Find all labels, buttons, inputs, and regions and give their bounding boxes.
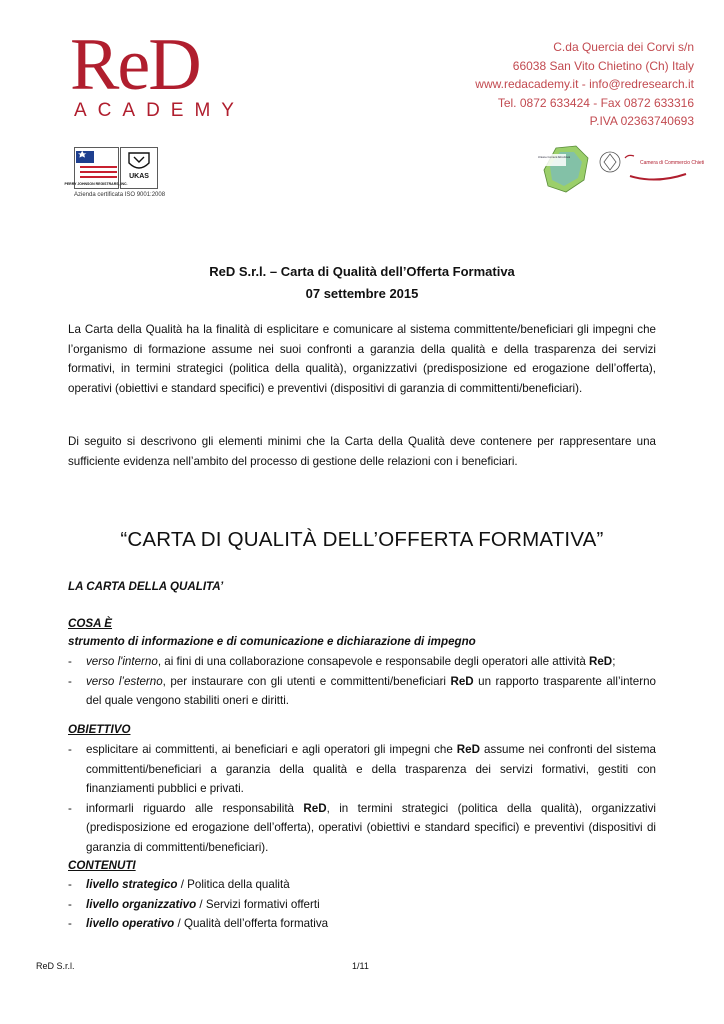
list-item-text: , in termini strategici (politica della qualità), organizzativi (predisposizione ed erogazione dell’offerta), operativi (obiettivi e standard specifici) e preventivi (dispositivi di garanzia di committenti/beneficiari).: [86, 801, 656, 854]
cosa-e-list: [68, 652, 656, 711]
list-item-text: informarli riguardo alle responsabilità: [86, 801, 304, 815]
list-item: [68, 672, 656, 711]
pjr-logo-text: PERRY JOHNSON REGISTRARS, INC.: [64, 182, 128, 186]
list-item-text: , ai fini di una collaborazione consapevole e responsabile degli operatori alle attività: [157, 655, 589, 668]
list-item-text: , per instaurare con gli utenti e committenti/beneficiari: [162, 674, 451, 688]
list-item-text: assume nei confronti del sistema committenti/beneficiari a garanzia della qualità e della trasparenza dei servizi formativi, gestiti con finanziamenti pubblici e privati.: [86, 743, 656, 795]
partner-chamber-text: Camera di Commercio Chieti: [640, 160, 705, 166]
list-item-label: livello strategico: [86, 878, 178, 891]
contact-vat: P.IVA 02363740693: [589, 114, 694, 128]
list-item-text: un rapporto trasparente all’interno del quale vengono stabiliti oneri e diritti.: [86, 674, 656, 707]
contact-address: C.da Quercia dei Corvi s/n: [553, 40, 694, 54]
contenuti-list: [68, 875, 656, 934]
brand-mark: ReD: [303, 801, 327, 815]
list-item-separator: /: [196, 897, 206, 911]
contact-web: www.redacademy.it - info@redresearch.it: [475, 77, 694, 91]
footer-page-number: 1/11: [352, 961, 369, 971]
intro-paragraph: La Carta della Qualità ha la finalità di esplicitare e comunicare al sistema committente/beneficiari gli impegni che l’organismo di formazione assume nei suoi confronti a garanzia della qualità e della trasparenza dei servizi formativi, in termini strategici (politica della qualità), organizzativi (predisposizione ed erogazione dell’offerta), operativi (obiettivi e standard specifici) e preventivi (dispositivi di garanzia di committenti/beneficiari).: [68, 323, 656, 395]
list-item-separator: /: [174, 917, 184, 930]
list-item: [68, 875, 656, 895]
certification-logos: [64, 147, 158, 189]
list-item-label: livello organizzativo: [86, 897, 197, 911]
contact-block: [475, 38, 694, 131]
contact-city: 66038 San Vito Chietino (Ch) Italy: [512, 58, 694, 73]
second-paragraph: Di seguito si descrivono gli elementi minimi che la Carta della Qualità deve contenere per rappresentare una sufficiente evidenza nell’ambito del processo di gestione delle relazioni con i beneficiari.: [68, 435, 656, 468]
list-item: [68, 652, 656, 672]
section-main-title: “CARTA DI QUALITÀ DELL’OFFERTA FORMATIVA”: [120, 528, 604, 551]
list-item-label: livello operativo: [86, 917, 175, 930]
list-dash: -: [68, 674, 72, 688]
list-item: [68, 740, 656, 799]
list-item-text: Qualità dell’offerta formativa: [183, 917, 329, 930]
list-dash: -: [68, 801, 72, 815]
cosa-e-heading: COSA È: [68, 617, 113, 630]
document-date: 07 settembre 2015: [305, 286, 419, 301]
list-dash: -: [68, 897, 72, 911]
partner-union-text: Unione Comuni Abruzzesi: [537, 155, 571, 159]
list-item-text: Servizi formativi offerti: [205, 897, 320, 911]
obiettivo-list: [68, 740, 656, 857]
document-title: ReD S.r.l. – Carta di Qualità dell’Offerta Formativa: [209, 264, 515, 279]
brand-mark: ReD: [456, 743, 480, 756]
list-item-emphasis: verso l'interno: [86, 655, 158, 668]
red-logo: ReD: [70, 24, 200, 106]
list-item-end: ;: [612, 655, 616, 668]
list-dash: -: [68, 743, 72, 756]
list-item: [68, 914, 656, 934]
contact-phone: Tel. 0872 633424 - Fax 0872 633316: [497, 95, 694, 110]
list-item-emphasis: verso l’esterno: [86, 674, 163, 688]
list-item-separator: /: [177, 878, 188, 891]
list-item: [68, 895, 656, 915]
list-dash: -: [68, 655, 72, 668]
contenuti-heading: CONTENUTI: [68, 859, 136, 872]
list-dash: -: [68, 878, 72, 891]
list-dash: -: [68, 917, 72, 930]
footer-company: ReD S.r.l.: [36, 961, 75, 971]
cosa-e-subheading: strumento di informazione e di comunicazione e dichiarazione di impegno: [68, 635, 476, 648]
brand-mark: ReD: [588, 655, 613, 668]
certification-caption: Azienda certificata ISO 9001:2008: [74, 192, 166, 198]
academy-logo-text: ACADEMY: [74, 100, 245, 121]
list-item-text: Politica della qualità: [187, 878, 290, 891]
list-item-text: esplicitare ai committenti, ai beneficiari e agli operatori gli impegni che: [86, 743, 457, 756]
ukas-logo-text: UKAS: [129, 173, 149, 180]
obiettivo-heading: OBIETTIVO: [68, 723, 131, 736]
list-item: [68, 799, 656, 858]
partner-logos: [536, 140, 705, 200]
section-label: LA CARTA DELLA QUALITA’: [68, 580, 224, 593]
brand-mark: ReD: [450, 674, 474, 688]
